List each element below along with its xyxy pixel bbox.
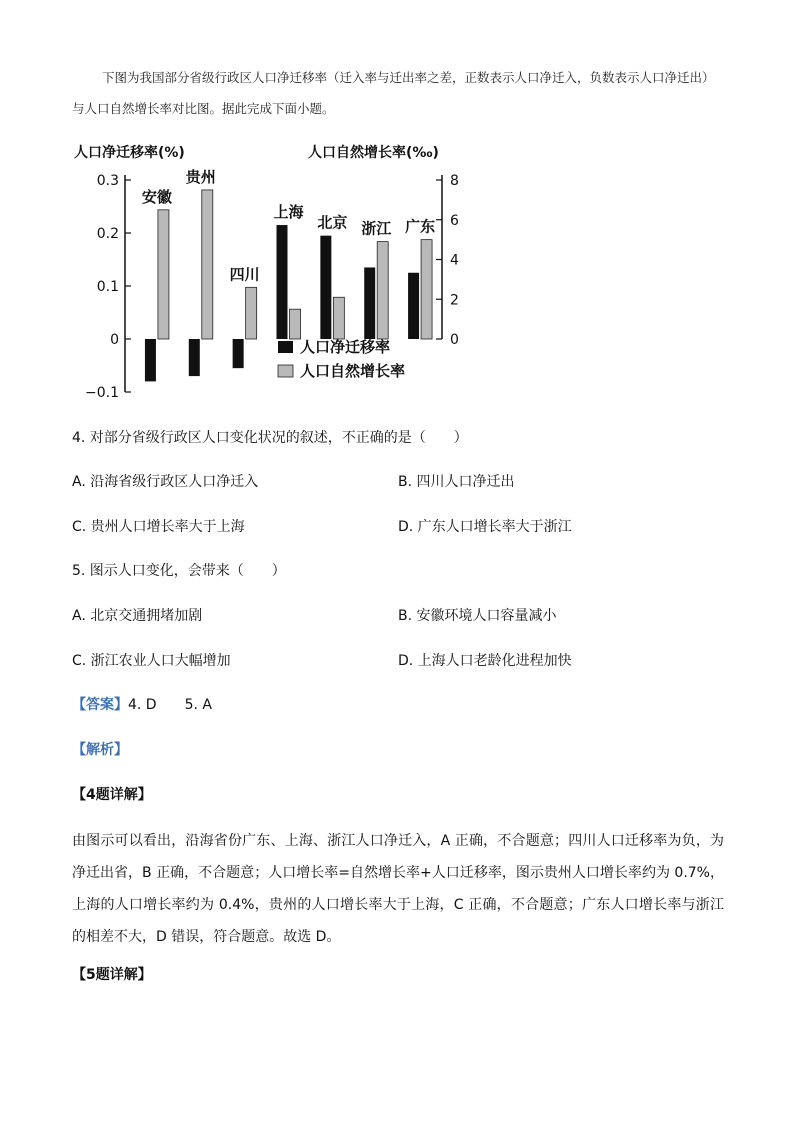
q4-option-c: C. 贵州人口增长率大于上海: [72, 519, 245, 535]
bar-natural-growth: [202, 190, 213, 339]
y-left-tick-label: 0.2: [96, 226, 119, 242]
y-left-axis-title: 人口净迁移率(%): [74, 145, 185, 161]
bar-net-migration: [189, 339, 200, 376]
bar-net-migration: [408, 273, 419, 339]
intro-text: 下图为我国部分省级行政区人口净迁移率（迁入率与迁出率之差，正数表示人口净迁入，负数表示人口净迁出）与人口自然增长率对比图。据此完成下面小题。: [72, 70, 715, 116]
bar-net-migration: [320, 236, 331, 339]
q4-option-a: A. 沿海省级行政区人口净迁入: [72, 474, 259, 490]
answer-tag: 【答案】: [72, 697, 128, 713]
y-right-tick-label: 2: [450, 292, 459, 309]
q5-stem: 5. 图示人口变化，会带来（ ）: [72, 563, 286, 579]
y-left-tick-label: 0.1: [96, 279, 119, 295]
y-right-tick-label: 8: [450, 173, 459, 189]
q4-stem: 4. 对部分省级行政区人口变化状况的叙述，不正确的是（ ）: [72, 430, 468, 446]
y-left-tick-label: 0.3: [96, 173, 119, 189]
category-label: 北京: [317, 213, 348, 232]
q4-option-b: B. 四川人口净迁出: [398, 474, 515, 490]
bar-net-migration: [145, 339, 156, 381]
q5-option-a: A. 北京交通拥堵加剧: [72, 608, 203, 624]
legend-swatch-net-migration: [278, 341, 293, 353]
detail4-text: 由图示可以看出，沿海省份广东、上海、浙江人口净迁入，A 正确，不合题意；四川人口迁移率为负，为净迁出省，B 正确，不合题意；人口增长率=自然增长率+人口迁移率，图示贵州人口增长率约为 0.7%，上海的人口增长率约为 0.4%，贵州的人口增长率大于上海，C 正确，不合题意；广东人口增长率与浙江的相差不大，D 错误，符合题意。故选 D。: [72, 833, 724, 945]
legend-label-net-migration: 人口净迁移率: [300, 338, 391, 356]
bar-net-migration: [364, 267, 375, 339]
bar-net-migration: [277, 225, 288, 339]
q5-option-d: D. 上海人口老龄化进程加快: [398, 653, 572, 669]
y-left-tick-label: −0.1: [85, 385, 119, 401]
bar-natural-growth: [290, 309, 301, 339]
y-right-tick-label: 0: [450, 332, 459, 348]
answer-line: [72, 695, 212, 715]
category-label: 广东: [405, 217, 436, 236]
answer-text: 4. D 5. A: [128, 697, 212, 713]
category-label: 上海: [273, 203, 304, 222]
q5-option-b: B. 安徽环境人口容量减小: [398, 608, 557, 624]
bar-net-migration: [233, 339, 244, 368]
bar-natural-growth: [377, 242, 388, 339]
category-label: 贵州: [185, 167, 216, 186]
y-right-tick-label: 6: [450, 212, 459, 229]
y-left-tick-label: 0: [110, 332, 119, 348]
legend-label-natural-growth: 人口自然增长率: [300, 362, 406, 380]
y-right-axis-title: 人口自然增长率(‰): [308, 145, 439, 161]
chart: [60, 135, 480, 405]
bar-natural-growth: [246, 287, 257, 339]
bar-natural-growth: [158, 210, 169, 339]
analysis-tag: 【解析】: [72, 742, 128, 758]
bar-natural-growth: [421, 240, 432, 339]
detail5-tag: 【5题详解】: [72, 967, 152, 983]
category-label: 四川: [229, 265, 260, 284]
q5-option-c: C. 浙江农业人口大幅增加: [72, 653, 231, 669]
detail4-tag: 【4题详解】: [72, 787, 152, 803]
category-label: 浙江: [361, 219, 392, 238]
category-label: 安徽: [141, 187, 172, 206]
y-right-tick-label: 4: [450, 252, 459, 269]
bar-natural-growth: [333, 297, 344, 339]
q4-option-d: D. 广东人口增长率大于浙江: [398, 519, 572, 535]
legend-swatch-natural-growth: [278, 365, 293, 377]
